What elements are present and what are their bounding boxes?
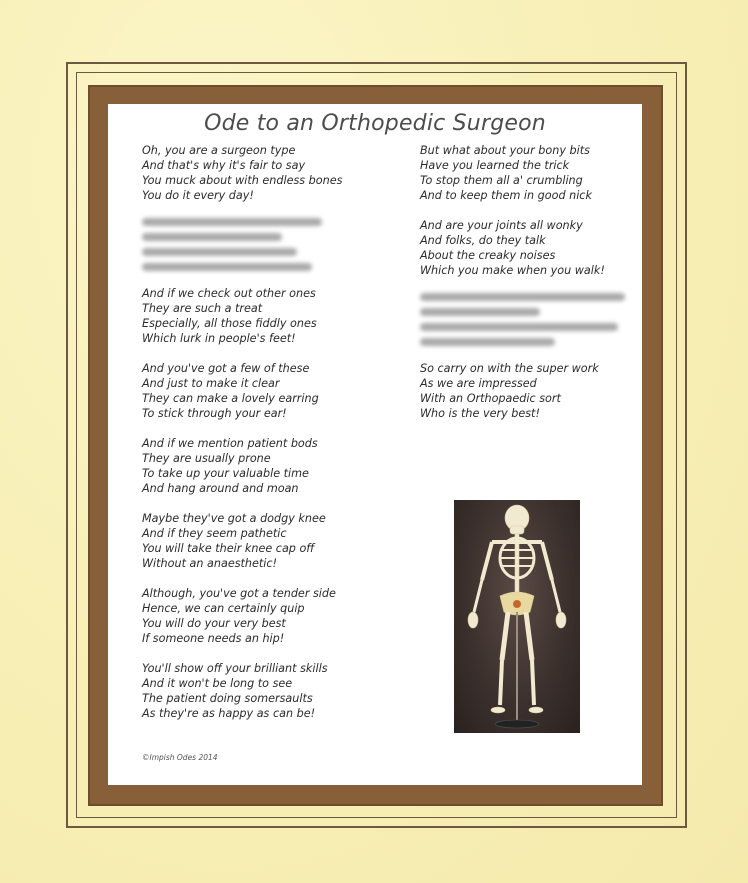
poem-line: And if they seem pathetic xyxy=(142,527,287,540)
blurred-line xyxy=(420,308,540,316)
poem-line: And if we mention patient bods xyxy=(142,437,318,450)
blurred-line xyxy=(142,218,322,226)
right-column xyxy=(420,143,640,436)
stanza xyxy=(420,218,640,278)
poem-line: And you've got a few of these xyxy=(142,362,310,375)
poem-line: They are usually prone xyxy=(142,452,271,465)
poem-line: To stop them all a' crumbling xyxy=(420,174,583,187)
poem-line: Oh, you are a surgeon type xyxy=(142,144,296,157)
poem-title: Ode to an Orthopedic Surgeon xyxy=(204,111,546,136)
poem-line: And are your joints all wonky xyxy=(420,219,583,232)
blurred-line xyxy=(420,338,555,346)
stanza xyxy=(420,143,640,203)
poem-line: And if we check out other ones xyxy=(142,287,316,300)
poem-line: And that's why it's fair to say xyxy=(142,159,306,172)
stanza xyxy=(142,436,382,496)
poem-line: You do it every day! xyxy=(142,189,254,202)
stanza xyxy=(142,511,382,571)
stanza xyxy=(142,361,382,421)
poem-line: Maybe they've got a dodgy knee xyxy=(142,512,326,525)
poem-line: You will take their knee cap off xyxy=(142,542,315,555)
poem-line: To stick through your ear! xyxy=(142,407,287,420)
stanza xyxy=(142,586,382,646)
poem-line: As they're as happy as can be! xyxy=(142,707,316,720)
poem-line: To take up your valuable time xyxy=(142,467,309,480)
skeleton-photo xyxy=(454,500,580,733)
blurred-line xyxy=(142,233,282,241)
blurred-line xyxy=(142,248,297,256)
poem-line: They are such a treat xyxy=(142,302,263,315)
poem-line: And just to make it clear xyxy=(142,377,280,390)
poem-line: And it won't be long to see xyxy=(142,677,293,690)
poem-line: Have you learned the trick xyxy=(420,159,570,172)
blurred-line xyxy=(142,263,312,271)
poem-line: Which lurk in people's feet! xyxy=(142,332,296,345)
poem-line: If someone needs an hip! xyxy=(142,632,285,645)
stanza xyxy=(142,143,382,203)
poem-line: With an Orthopaedic sort xyxy=(420,392,561,405)
poem-line: But what about your bony bits xyxy=(420,144,590,157)
poem-line: And to keep them in good nick xyxy=(420,189,592,202)
blurred-stanza xyxy=(142,218,382,271)
skeleton-icon xyxy=(454,500,580,733)
poem-line: Without an anaesthetic! xyxy=(142,557,278,570)
poem-line: Who is the very best! xyxy=(420,407,540,420)
poem-line: You muck about with endless bones xyxy=(142,174,343,187)
poem-line: As we are impressed xyxy=(420,377,537,390)
stanza xyxy=(420,361,640,421)
poem-line: They can make a lovely earring xyxy=(142,392,319,405)
poem-line: Hence, we can certainly quip xyxy=(142,602,305,615)
stanza xyxy=(142,286,382,346)
poem-line: You will do your very best xyxy=(142,617,286,630)
copyright-note: ©Impish Odes 2014 xyxy=(142,753,218,762)
stanza xyxy=(142,661,382,721)
poem-line: Especially, all those fiddly ones xyxy=(142,317,317,330)
poem-line: Although, you've got a tender side xyxy=(142,587,336,600)
poem-line: About the creaky noises xyxy=(420,249,556,262)
poem-line: So carry on with the super work xyxy=(420,362,599,375)
poem-line: And folks, do they talk xyxy=(420,234,546,247)
poem-line: And hang around and moan xyxy=(142,482,299,495)
left-column xyxy=(142,143,382,736)
poem-line: You'll show off your brilliant skills xyxy=(142,662,328,675)
poem-line: Which you make when you walk! xyxy=(420,264,605,277)
blurred-stanza xyxy=(420,293,640,346)
poem-page xyxy=(108,104,642,785)
poem-line: The patient doing somersaults xyxy=(142,692,313,705)
blurred-line xyxy=(420,293,625,301)
blurred-line xyxy=(420,323,618,331)
